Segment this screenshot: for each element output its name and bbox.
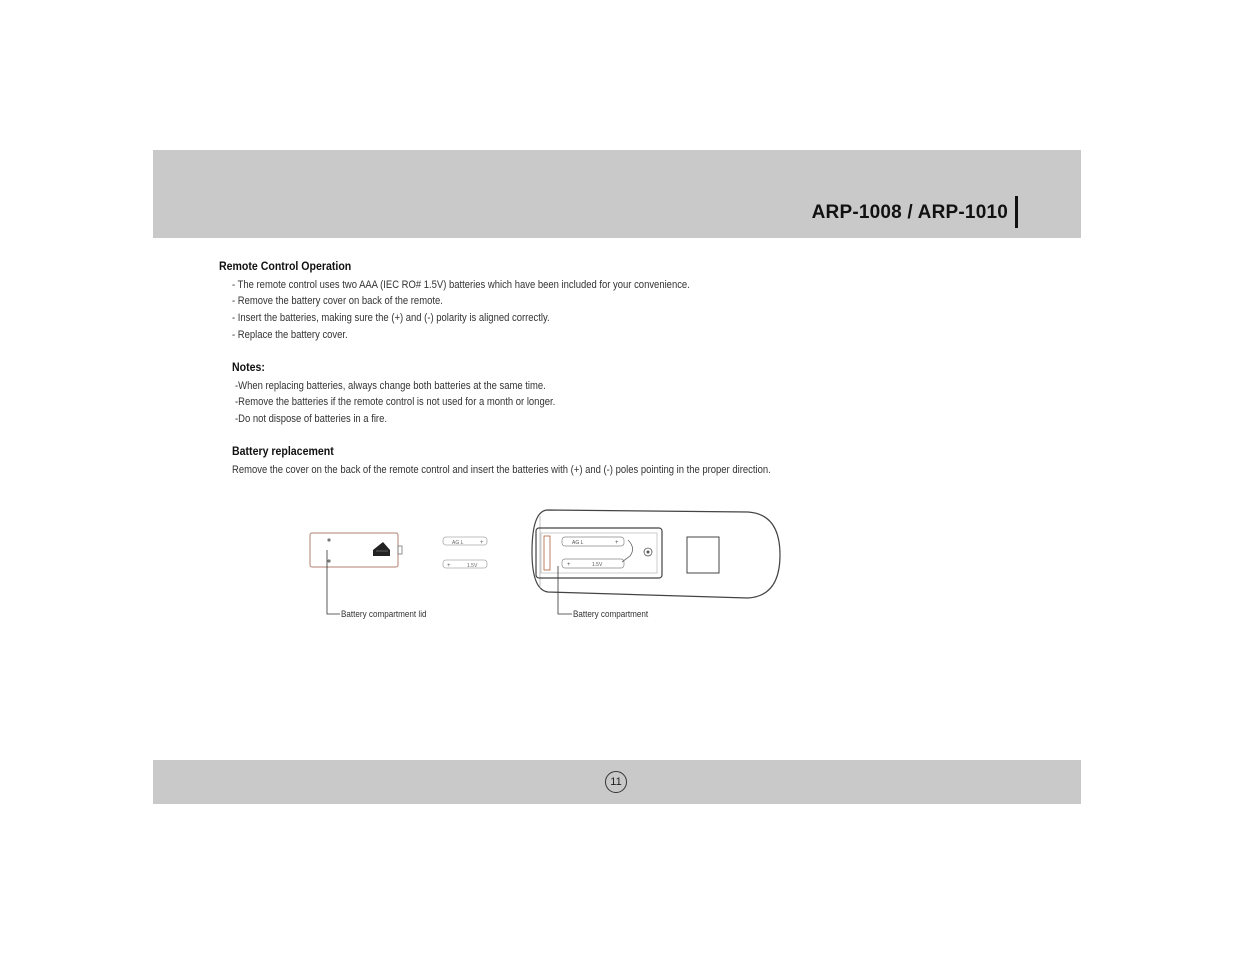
instruction-line: - Replace the battery cover. <box>232 329 348 341</box>
remote-back-drawing <box>532 510 780 598</box>
instruction-line: - The remote control uses two AAA (IEC RO# 1.5V) batteries which have been included for your convenience. <box>232 279 690 291</box>
note-line: -Do not dispose of batteries in a fire. <box>235 413 387 425</box>
note-line: -Remove the batteries if the remote control is not used for a month or longer. <box>235 396 556 408</box>
instruction-line: - Remove the battery cover on back of the remote. <box>232 295 443 307</box>
section-heading-remote-operation: Remote Control Operation <box>219 261 352 273</box>
battery-diagram <box>300 500 800 630</box>
loose-batteries-drawing <box>443 537 487 569</box>
caption-battery-compartment: Battery compartment <box>573 609 649 619</box>
svg-text:AG L: AG L <box>572 540 584 546</box>
svg-text:+: + <box>447 563 451 569</box>
footer-band <box>153 760 1081 804</box>
model-title: ARP-1008 / ARP-1010 <box>811 202 1008 223</box>
battery-replacement-text: Remove the cover on the back of the remote control and insert the batteries with (+) and (-) poles pointing in the proper direction. <box>232 464 771 476</box>
notes-heading: Notes: <box>232 362 265 374</box>
battery-replacement-heading: Battery replacement <box>232 446 334 458</box>
page-number: 11 <box>605 771 627 793</box>
battery-label-1: AG L <box>452 540 464 546</box>
battery-lid-drawing <box>310 533 402 567</box>
svg-text:+: + <box>615 540 619 546</box>
svg-text:+: + <box>567 562 571 568</box>
instruction-line: - Insert the batteries, making sure the (+) and (-) polarity is aligned correctly. <box>232 312 550 324</box>
svg-text:+: + <box>480 540 484 546</box>
battery-label-2: 1.5V <box>467 563 478 569</box>
note-line: -When replacing batteries, always change both batteries at the same time. <box>235 380 546 392</box>
svg-text:1.5V: 1.5V <box>592 562 603 568</box>
caption-battery-lid: Battery compartment lid <box>341 609 427 619</box>
